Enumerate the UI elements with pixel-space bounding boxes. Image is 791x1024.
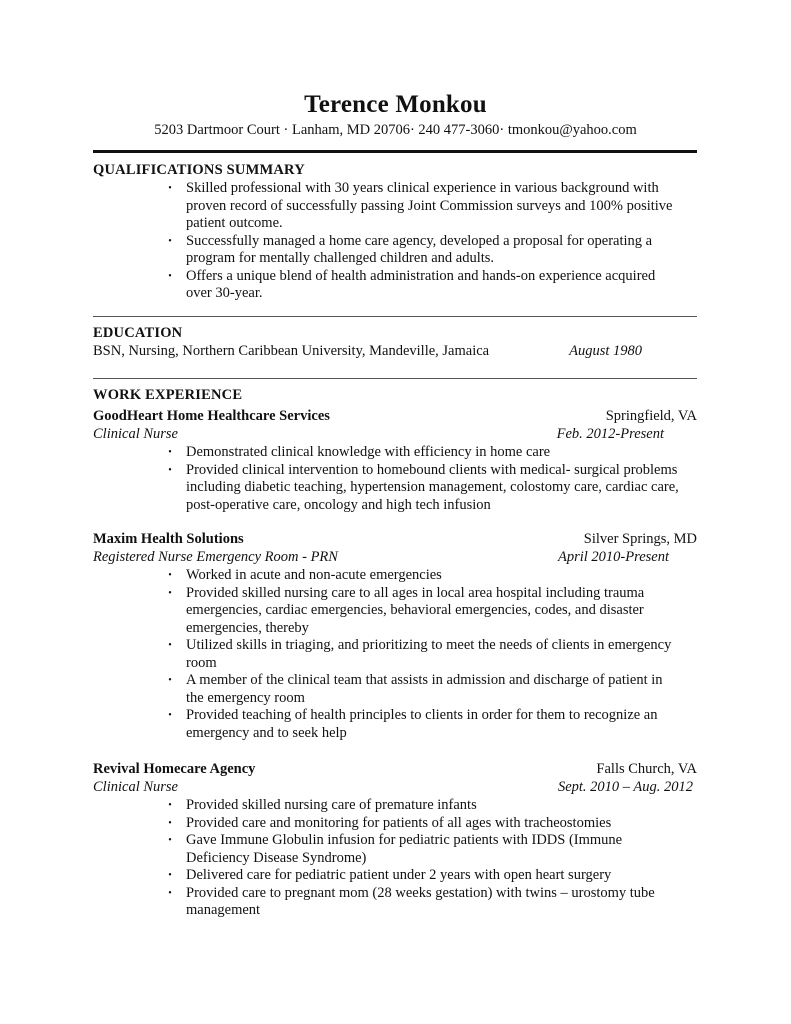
list-item xyxy=(165,832,700,867)
bullet-icon: • xyxy=(168,570,172,581)
bullet-line: Skilled professional with 30 years clinical experience in various background with xyxy=(186,180,659,196)
bullet-line: over 30-year. xyxy=(186,285,263,301)
job-title: Clinical Nurse xyxy=(93,779,178,795)
bullet-line: emergencies, cardiac emergencies, behavioral emergencies, codes, and disaster xyxy=(186,602,644,618)
bullet-line: Delivered care for pediatric patient under 2 years with open heart surgery xyxy=(186,867,612,883)
list-item xyxy=(165,672,700,707)
bullet-line: Provided skilled nursing care to all ages in local area hospital including trauma xyxy=(186,584,645,601)
bullet-line: Deficiency Disease Syndrome) xyxy=(186,849,367,866)
bullet-icon: • xyxy=(168,235,172,247)
list-item xyxy=(165,797,700,815)
employer-name: GoodHeart Home Healthcare Services xyxy=(93,408,330,424)
bullet-line: Offers a unique blend of health administration and hands-on experience acquired xyxy=(186,267,656,284)
job-duties-list xyxy=(165,797,700,920)
bullet-line: proven record of successfully passing Joint Commission surveys and 100% positive xyxy=(186,197,673,214)
bullet-line: A member of the clinical team that assists in admission and discharge of patient in xyxy=(186,672,663,688)
bullet-line: room xyxy=(186,654,217,671)
list-item xyxy=(165,462,700,515)
employer-location: Springfield, VA xyxy=(605,408,697,424)
bullet-icon: • xyxy=(168,870,172,881)
job-title: Clinical Nurse xyxy=(93,426,178,442)
bullet-icon: • xyxy=(168,835,172,846)
list-item xyxy=(165,233,700,268)
education-heading: EDUCATION xyxy=(93,325,183,341)
bullet-line: the emergency room xyxy=(186,689,305,706)
bullet-line: Utilized skills in triaging, and prioritizing to meet the needs of clients in emergency xyxy=(186,637,672,653)
work-heading: WORK EXPERIENCE xyxy=(93,387,243,403)
job-dates: Feb. 2012-Present xyxy=(556,426,664,442)
bullet-line: Provided teaching of health principles to clients in order for them to recognize an xyxy=(186,707,658,723)
bullet-icon: • xyxy=(168,587,172,599)
bullet-line: program for mentally challenged children and adults. xyxy=(186,250,495,266)
bullet-icon: • xyxy=(168,464,172,476)
qualifications-list xyxy=(165,180,700,303)
bullet-line: patient outcome. xyxy=(186,215,283,231)
bullet-icon: • xyxy=(168,817,172,829)
list-item xyxy=(165,707,700,742)
list-item xyxy=(165,567,700,585)
bullet-line: emergency and to seek help xyxy=(186,724,347,741)
list-item xyxy=(165,885,700,920)
list-item xyxy=(165,815,700,833)
list-item xyxy=(165,585,700,638)
bullet-icon: • xyxy=(168,675,172,686)
employer-name: Revival Homecare Agency xyxy=(93,761,256,777)
bullet-icon: • xyxy=(168,800,172,811)
qualifications-heading: QUALIFICATIONS SUMMARY xyxy=(93,162,305,178)
bullet-line: Demonstrated clinical knowledge with efficiency in home care xyxy=(186,444,551,460)
bullet-icon: • xyxy=(168,447,172,458)
education-date: August 1980 xyxy=(569,343,642,359)
job-duties-list xyxy=(165,567,700,742)
bullet-line: management xyxy=(186,902,261,918)
bullet-line: Provided care and monitoring for patients of all ages with tracheostomies xyxy=(186,814,612,831)
bullet-line: Provided care to pregnant mom (28 weeks gestation) with twins – urostomy tube xyxy=(186,884,655,901)
bullet-line: Successfully managed a home care agency, developed a proposal for operating a xyxy=(186,232,653,249)
applicant-name: Terence Monkou xyxy=(304,91,487,118)
education-degree: BSN, Nursing, Northern Caribbean University, Mandeville, Jamaica xyxy=(93,343,490,359)
employer-name: Maxim Health Solutions xyxy=(93,531,244,547)
job-title: Registered Nurse Emergency Room - PRN xyxy=(93,549,338,565)
bullet-line: Provided clinical intervention to homebound clients with medical- surgical problems xyxy=(186,461,678,478)
bullet-line: post-operative care, oncology and high tech infusion xyxy=(186,496,491,513)
bullet-icon: • xyxy=(168,710,172,721)
section-divider xyxy=(93,316,697,317)
bullet-line: emergencies, thereby xyxy=(186,619,309,636)
bullet-icon: • xyxy=(168,887,172,899)
job-dates: April 2010-Present xyxy=(557,549,669,565)
employer-location: Silver Springs, MD xyxy=(583,531,697,547)
list-item xyxy=(165,444,700,462)
bullet-line: including diabetic teaching, hypertension management, colostomy care, cardiac care, xyxy=(186,479,679,495)
bullet-icon: • xyxy=(168,270,172,282)
employer-location: Falls Church, VA xyxy=(596,761,697,777)
bullet-icon: • xyxy=(168,640,172,651)
section-divider xyxy=(93,378,697,379)
job-duties-list xyxy=(165,444,700,514)
job-dates: Sept. 2010 – Aug. 2012 xyxy=(557,779,693,795)
list-item xyxy=(165,180,700,233)
list-item xyxy=(165,867,700,885)
header-divider xyxy=(93,150,697,153)
list-item xyxy=(165,268,700,303)
list-item xyxy=(165,637,700,672)
bullet-line: Worked in acute and non-acute emergencies xyxy=(186,567,442,583)
contact-info: 5203 Dartmoor Court · Lanham, MD 20706· 240 477-3060· tmonkou@yahoo.com xyxy=(154,122,637,138)
bullet-line: Provided skilled nursing care of premature infants xyxy=(186,797,477,813)
bullet-line: Gave Immune Globulin infusion for pediatric patients with IDDS (Immune xyxy=(186,832,623,848)
bullet-icon: • xyxy=(168,183,172,194)
